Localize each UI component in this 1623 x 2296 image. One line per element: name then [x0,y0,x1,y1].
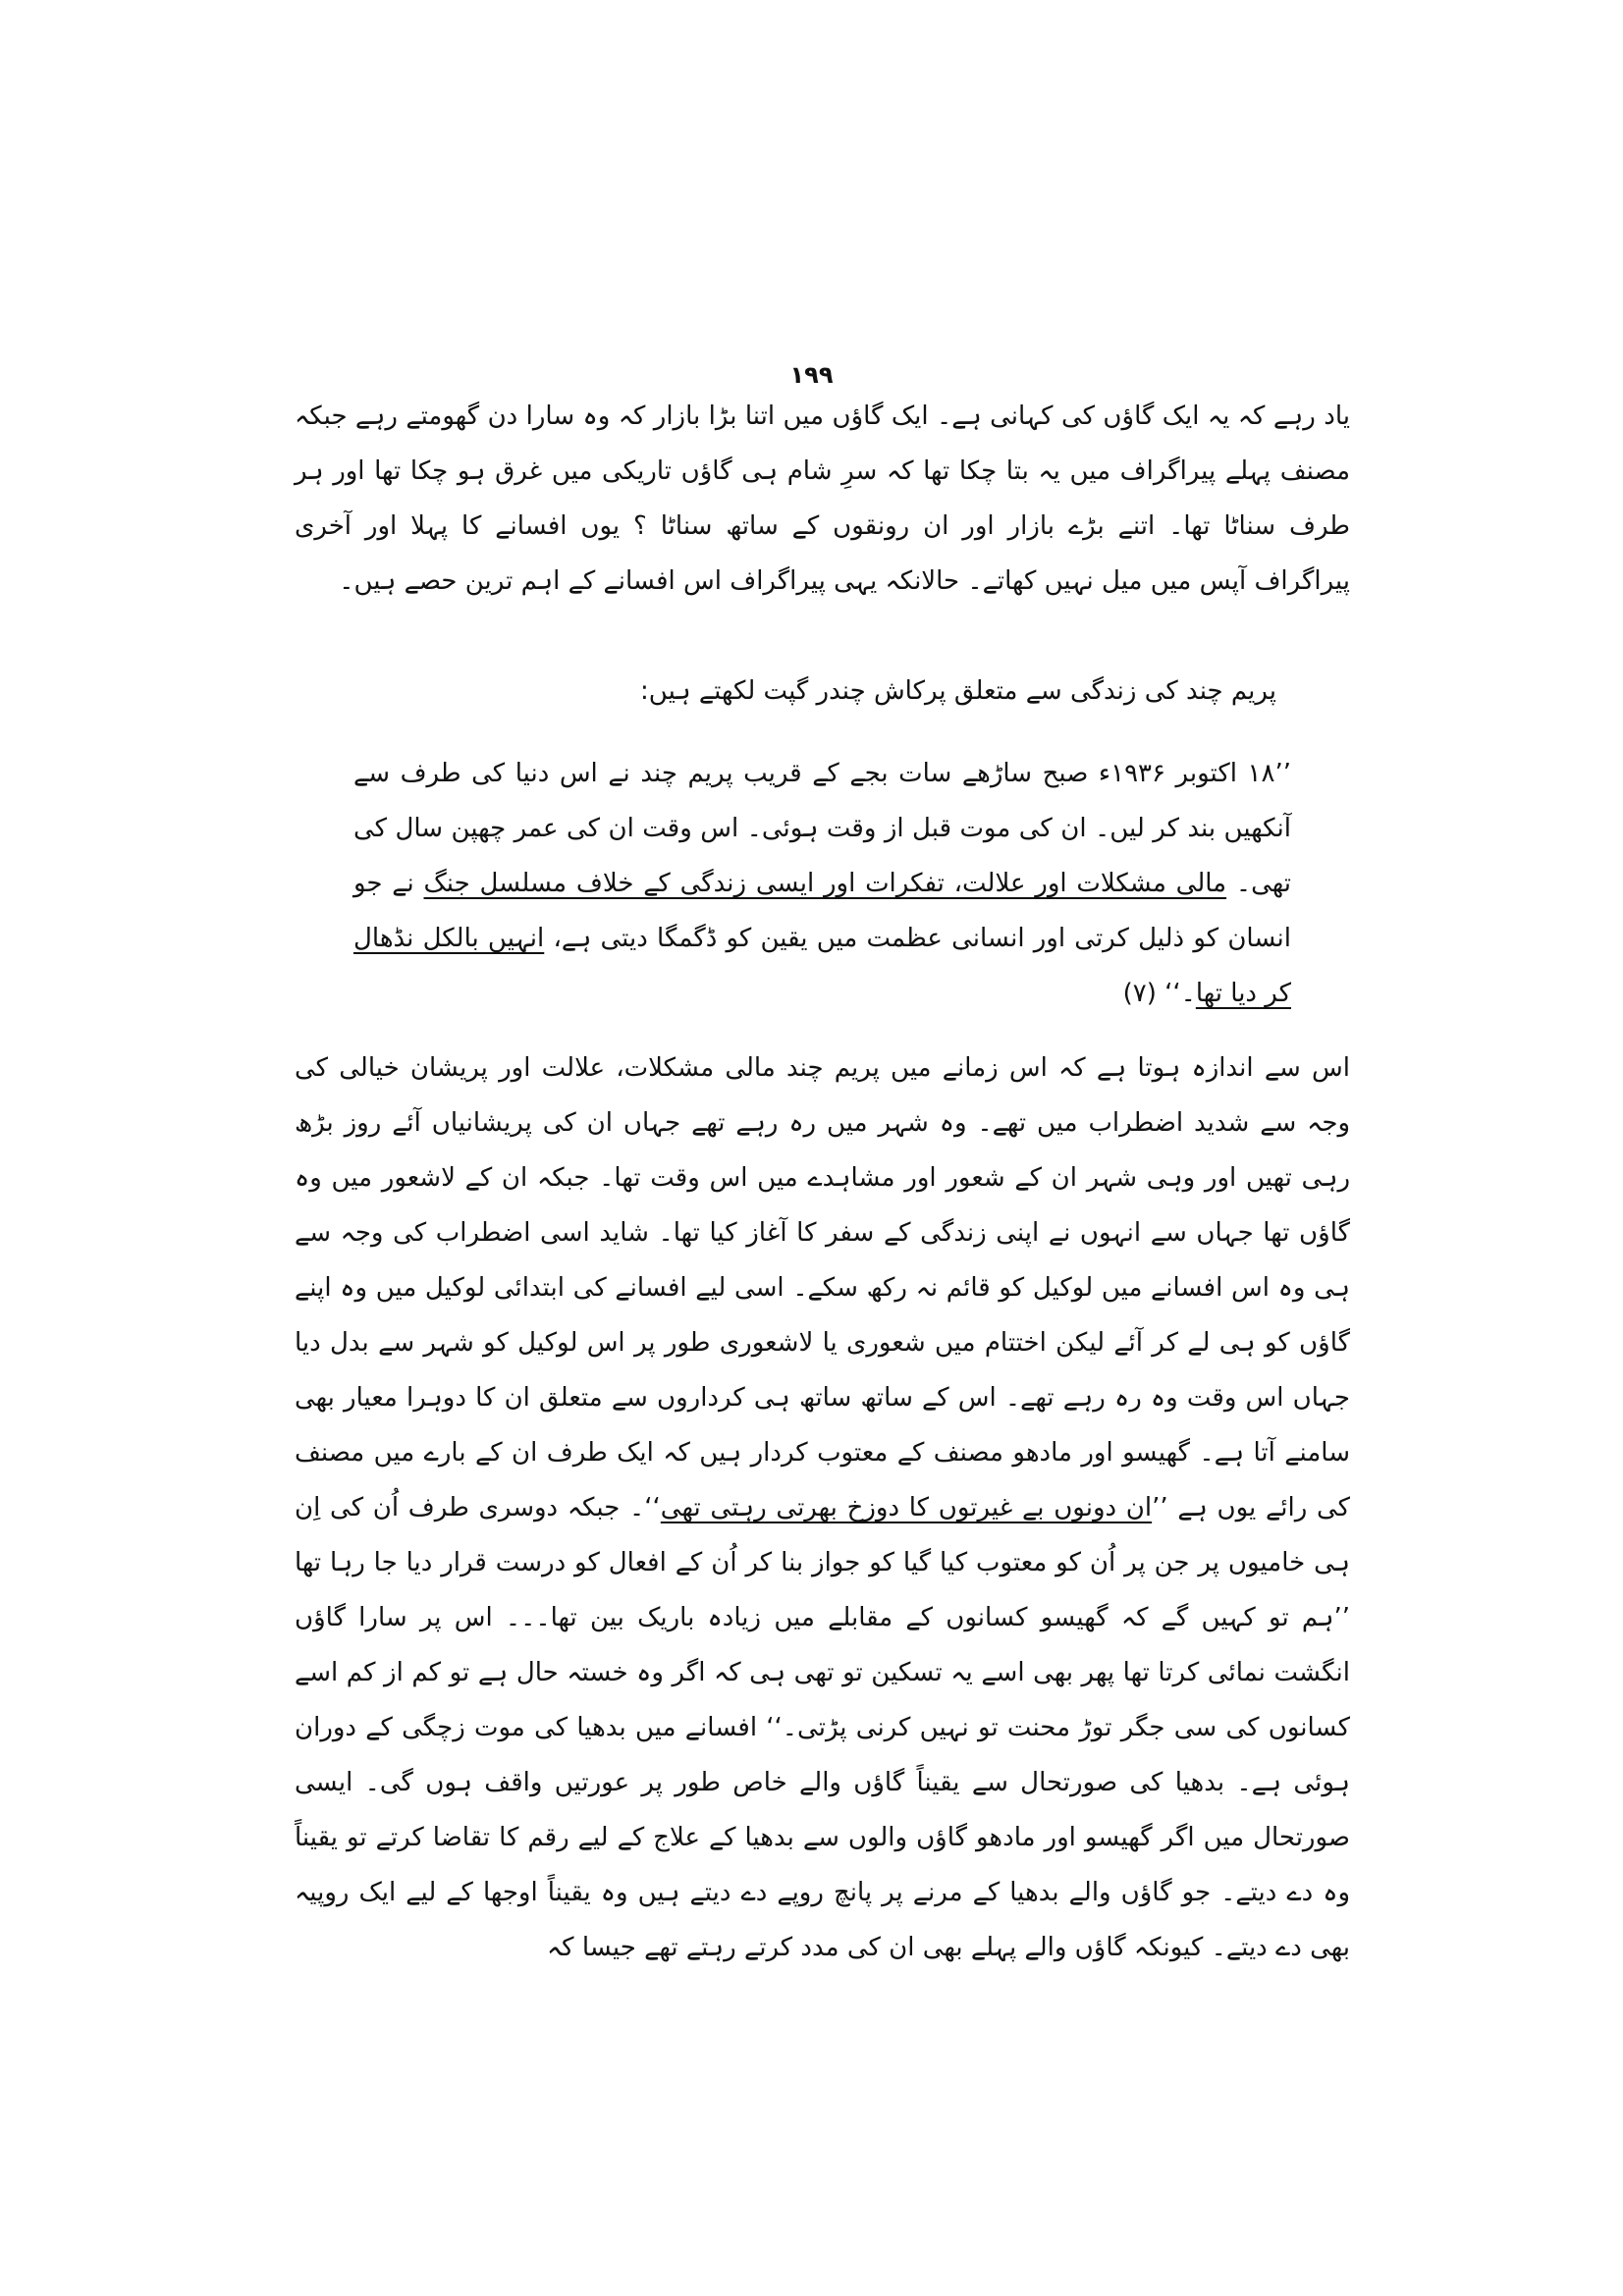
paragraph-2 [295,1041,1350,1975]
quote-text-1: ’’۱۸ اکتوبر ۱۹۳۶ء صبح ساڑھے سات بجے کے قریب پریم چند نے اس دنیا کی طرف سے آنکھیں بند کر لیں۔ ان کی موت قبل از وقت ہوئی۔ اس وقت ان کی عمر چھپن سال کی تھی۔ [353,759,1291,898]
quote-citation: ۔‘‘ (۷) [1122,979,1196,1008]
quote-underlined-phrase-2: انہیں بالکل نڈھال کر دیا تھا [353,924,1291,1008]
quote-underlined-phrase-1: مالی مشکلات اور علالت، تفکرات اور ایسی زندگی کے خلاف مسلسل جنگ [423,869,1227,898]
paragraph-1: یاد رہے کہ یہ ایک گاؤں کی کہانی ہے۔ ایک گاؤں میں اتنا بڑا بازار کہ وہ سارا دن گھومتے رہے جبکہ مصنف پہلے پیراگراف میں یہ بتا چکا تھا کہ سرِ شام ہی گاؤں تاریکی میں غرق ہو چکا تھا اور ہر طرف سناٹا تھا۔ اتنے بڑے بازار اور ان رونقوں کے ساتھ سناٹا ؟ یوں افسانے کا پہلا اور آخری پیراگراف آپس میں میل نہیں کھاتے۔ حالانکہ یہی پیراگراف اس افسانے کے اہم ترین حصے ہیں۔ [295,401,1350,596]
paragraph-2-text-1: اس سے اندازہ ہوتا ہے کہ اس زمانے میں پریم چند مالی مشکلات، علالت اور پریشان خیالی کی وجہ سے شدید اضطراب میں تھے۔ وہ شہر میں رہ رہے تھے جہاں ان کی پریشانیاں آئے روز بڑھ رہی تھیں اور وہی شہر ان کے شعور اور مشاہدے میں اس وقت تھا۔ جبکہ ان کے لاشعور میں وہ گاؤں تھا جہاں سے انہوں نے اپنی زندگی کے سفر کا آغاز کیا تھا۔ شاید اسی اضطراب کی وجہ سے ہی وہ اس افسانے میں لوکیل کو قائم نہ رکھ سکے۔ اسی لیے افسانے کی ابتدائی لوکیل میں وہ اپنے گاؤں کو ہی لے کر آئے لیکن اختتام میں شعوری یا لاشعوری طور پر اس لوکیل کو شہر سے بدل دیا جہاں اس وقت وہ رہ رہے تھے۔ اس کے ساتھ ساتھ ہی کرداروں سے متعلق ان کا دوہرا معیار بھی سامنے آتا ہے۔ گھیسو اور مادھو مصنف کے معتوب کردار ہیں کہ ایک طرف ان کے بارے میں مصنف کی رائے یوں ہے ’’ [295,1053,1351,1522]
page-number: ۱۹۹ [789,361,834,389]
block-quote [353,746,1291,1021]
quote-text-2: نے جو انسان کو ذلیل کرتی اور انسانی عظمت میں یقین کو ڈگمگا دیتی ہے، [353,869,1291,953]
paragraph-2-underlined-phrase: ان دونوں بے غیرتوں کا دوزخ بھرتی رہتی تھی [660,1493,1153,1522]
paragraph-2-text-2: ‘‘۔ جبکہ دوسری طرف اُن کی اِن ہی خامیوں پر جن پر اُن کو معتوب کیا گیا کو جواز بنا کر اُن کے افعال کو درست قرار دیا جا رہا تھا ’’ہم تو کہیں گے کہ گھیسو کسانوں کے مقابلے میں زیادہ باریک بین تھا۔۔۔ اس پر سارا گاؤں انگشت نمائی کرتا تھا پھر بھی اسے یہ تسکین تو تھی ہی کہ اگر وہ خستہ حال ہے تو کم از کم اسے کسانوں کی سی جگر توڑ محنت تو نہیں کرنی پڑتی۔‘‘ افسانے میں بدھیا کی موت زچگی کے دوران ہوئی ہے۔ بدھیا کی صورتحال سے یقیناً گاؤں والے خاص طور پر عورتیں واقف ہوں گی۔ ایسی صورتحال میں اگر گھیسو اور مادھو گاؤں والوں سے بدھیا کے علاج کے لیے رقم کا تقاضا کرتے تو یقیناً وہ دے دیتے۔ جو گاؤں والے بدھیا کے مرنے پر پانچ روپے دے دیتے ہیں وہ یقیناً اوجھا کے لیے ایک روپیہ بھی دے دیتے۔ کیونکہ گاؤں والے پہلے بھی ان کی مدد کرتے رہتے تھے جیسا کہ [295,1493,1350,1962]
quote-intro-line: پریم چند کی زندگی سے متعلق پرکاش چندر گپت لکھتے ہیں: [640,676,1276,706]
